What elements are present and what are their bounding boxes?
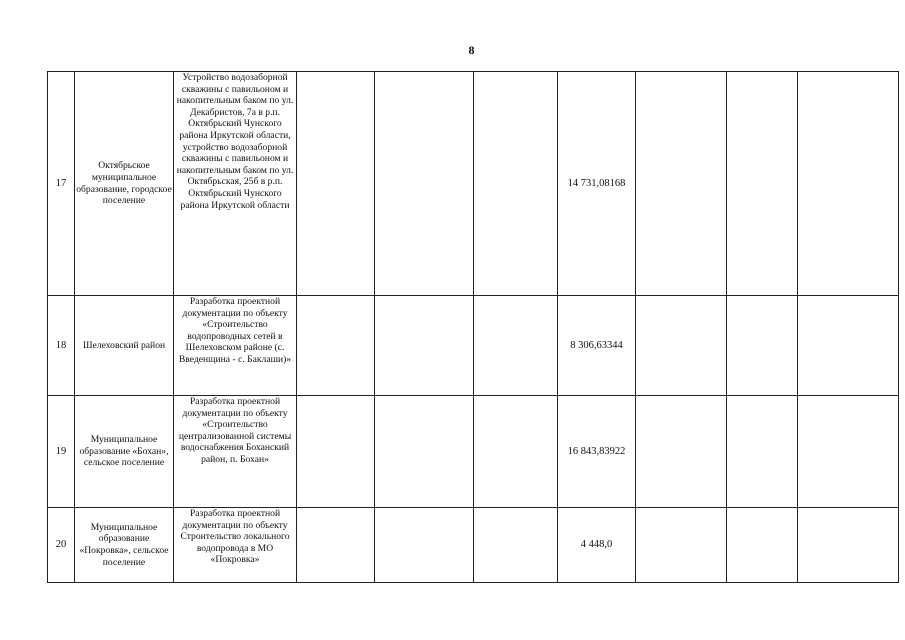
project-description: Разработка проектной документации по объекту «Строительство централизованной системы водоснабжения Боханский район, п. Бохан» bbox=[174, 396, 297, 508]
budget-table bbox=[47, 71, 899, 583]
empty-cell bbox=[727, 72, 798, 296]
empty-cell bbox=[297, 296, 375, 396]
table-row bbox=[48, 72, 899, 296]
empty-cell bbox=[727, 296, 798, 396]
project-description: Разработка проектной документации по объекту Строительство локального водопровода в МО «Покровка» bbox=[174, 508, 297, 583]
municipality-name: Муниципальное образование «Бохан», сельское поселение bbox=[75, 396, 174, 508]
empty-cell bbox=[727, 508, 798, 583]
table-row bbox=[48, 296, 899, 396]
project-description: Разработка проектной документации по объекту «Строительство водопроводных сетей в Шелеховском районе (с. Введенщина - с. Баклаши)» bbox=[174, 296, 297, 396]
empty-cell bbox=[727, 396, 798, 508]
funding-amount: 14 731,08168 bbox=[558, 72, 636, 296]
row-number: 17 bbox=[48, 72, 75, 296]
funding-amount: 16 843,83922 bbox=[558, 396, 636, 508]
row-number: 19 bbox=[48, 396, 75, 508]
empty-cell bbox=[798, 72, 899, 296]
empty-cell bbox=[474, 396, 558, 508]
empty-cell bbox=[798, 396, 899, 508]
empty-cell bbox=[297, 396, 375, 508]
municipality-name: Октябрьское муниципальное образование, городское поселение bbox=[75, 72, 174, 296]
municipality-name: Муниципальное образование «Покровка», сельское поселение bbox=[75, 508, 174, 583]
funding-amount: 4 448,0 bbox=[558, 508, 636, 583]
empty-cell bbox=[636, 396, 727, 508]
funding-amount: 8 306,63344 bbox=[558, 296, 636, 396]
empty-cell bbox=[636, 508, 727, 583]
row-number: 20 bbox=[48, 508, 75, 583]
empty-cell bbox=[474, 296, 558, 396]
project-description: Устройство водозаборной скважины с павильоном и накопительным баком по ул. Декабристов, 7а в р.п. Октябрьский Чунского района Иркутской области, устройство водозаборной скважины с павильоном и накопительным баком по ул. Октябрьская, 25б в р.п. Октябрьский Чунского района Иркутской области bbox=[174, 72, 297, 296]
empty-cell bbox=[375, 296, 474, 396]
page-number: 8 bbox=[468, 43, 475, 57]
municipality-name: Шелеховский район bbox=[75, 296, 174, 396]
table-row bbox=[48, 396, 899, 508]
empty-cell bbox=[798, 508, 899, 583]
empty-cell bbox=[798, 296, 899, 396]
empty-cell bbox=[375, 508, 474, 583]
empty-cell bbox=[636, 72, 727, 296]
empty-cell bbox=[636, 296, 727, 396]
empty-cell bbox=[375, 396, 474, 508]
empty-cell bbox=[474, 508, 558, 583]
row-number: 18 bbox=[48, 296, 75, 396]
table-row bbox=[48, 508, 899, 583]
empty-cell bbox=[297, 508, 375, 583]
empty-cell bbox=[375, 72, 474, 296]
empty-cell bbox=[297, 72, 375, 296]
empty-cell bbox=[474, 72, 558, 296]
